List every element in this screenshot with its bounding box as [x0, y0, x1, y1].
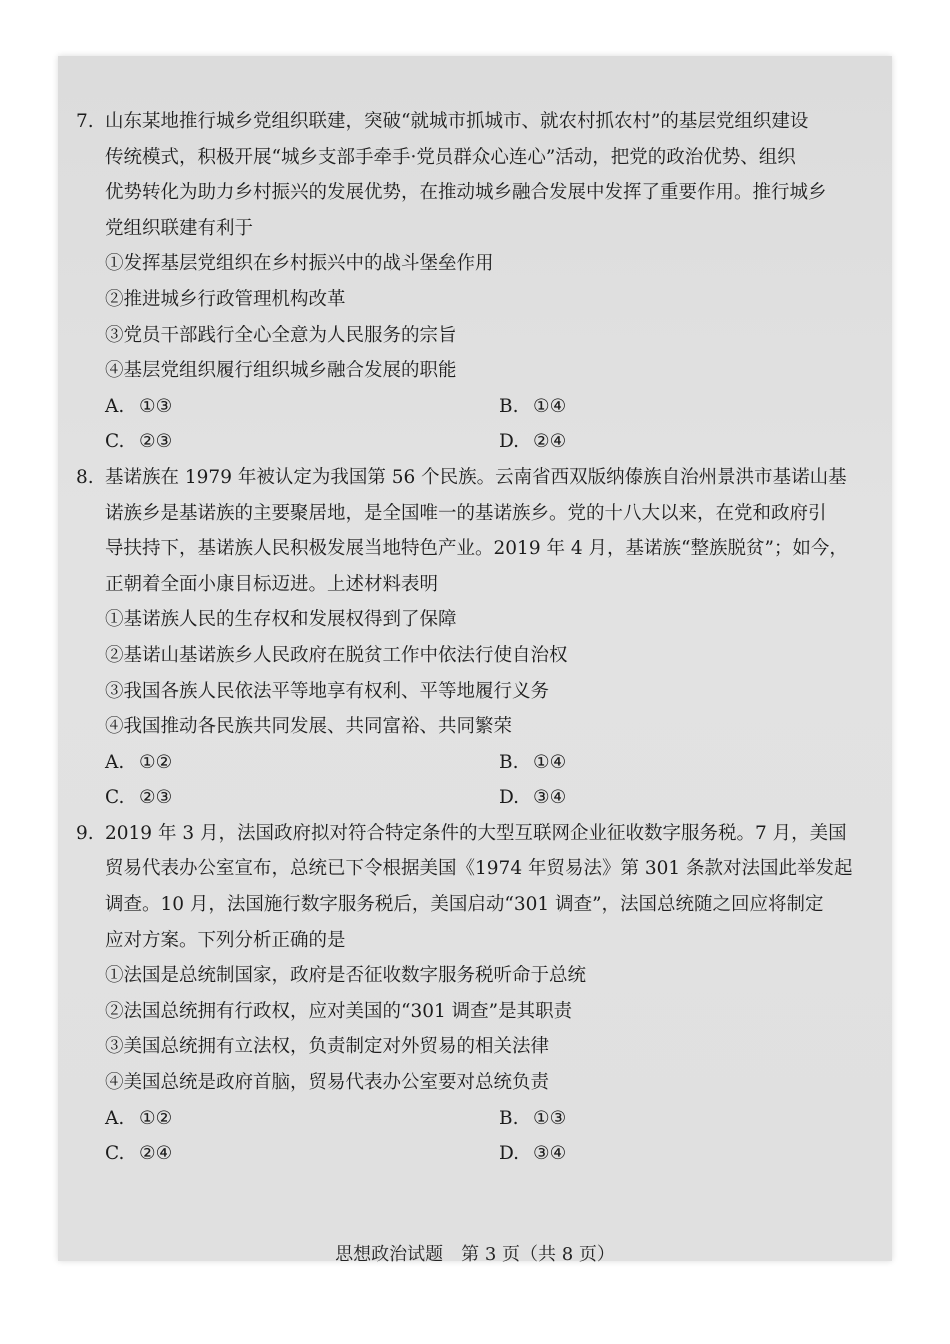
option-value: ①②: [139, 1107, 173, 1129]
option-c[interactable]: [105, 1136, 499, 1172]
option-value: ①④: [533, 751, 567, 773]
statement-4: ④基层党组织履行组织城乡融合发展的职能: [105, 360, 457, 382]
option-value: ③④: [533, 787, 567, 809]
statement-4: ④美国总统是政府首脑，贸易代表办公室要对总统负责: [105, 1072, 550, 1094]
option-label: B.: [499, 1107, 519, 1129]
question-number: 8.: [76, 466, 94, 488]
option-c[interactable]: [105, 780, 499, 816]
option-value: ①③: [139, 395, 173, 417]
option-label: D.: [499, 787, 520, 809]
question-stem-line: 优势转化为助力乡村振兴的发展优势，在推动城乡融合发展中发挥了重要作用。推行城乡: [105, 182, 827, 204]
option-value: ③④: [533, 1143, 567, 1165]
question-stem-line: 山东某地推行城乡党组织联建，突破“就城市抓城市、就农村抓农村”的基层党组织建设: [105, 111, 809, 132]
option-label: C.: [105, 1143, 125, 1165]
option-label: B.: [499, 751, 519, 773]
option-value: ①③: [533, 1107, 567, 1129]
option-label: A.: [105, 751, 125, 773]
page-footer: 思想政治试题 第 3 页（共 8 页）: [335, 1244, 615, 1265]
option-label: B.: [499, 395, 519, 417]
option-label: C.: [105, 787, 125, 809]
statement-3: ③党员干部践行全心全意为人民服务的宗旨: [105, 324, 457, 346]
option-d[interactable]: [499, 1136, 566, 1172]
question-7: [76, 104, 866, 460]
question-stem-line: 2019 年 3 月，法国政府拟对符合特定条件的大型互联网企业征收数字服务税。7 月，美国: [105, 822, 847, 844]
statement-2: ②法国总统拥有行政权，应对美国的“301 调查”是其职责: [105, 1000, 573, 1022]
question-number: 9.: [76, 822, 94, 844]
statement-4: ④我国推动各民族共同发展、共同富裕、共同繁荣: [105, 716, 513, 738]
options-row: [105, 780, 866, 816]
option-value: ②④: [139, 1143, 173, 1165]
options-row: [105, 424, 866, 460]
question-8: [76, 460, 866, 816]
option-value: ①④: [533, 395, 567, 417]
option-label: D.: [499, 431, 520, 453]
option-value: ②③: [139, 787, 173, 809]
statement-3: ③美国总统拥有立法权，负责制定对外贸易的相关法律: [105, 1036, 550, 1058]
question-stem-line: 传统模式，积极开展“城乡支部手牵手·党员群众心连心”活动，把党的政治优势、组织: [105, 146, 796, 168]
question-stem-line: 党组织联建有利于: [105, 217, 254, 239]
question-stem-line: 导扶持下，基诺族人民积极发展当地特色产业。2019 年 4 月，基诺族“整族脱贫”；如今，: [105, 538, 848, 560]
option-c[interactable]: [105, 424, 499, 460]
question-stem-line: 调查。10 月，法国施行数字服务税后，美国启动“301 调查”，法国总统随之回应将制定: [105, 894, 824, 916]
option-value: ②④: [533, 431, 567, 453]
question-number: 7.: [76, 111, 94, 132]
option-a[interactable]: [105, 1101, 499, 1137]
option-b[interactable]: [499, 745, 566, 781]
option-value: ②③: [139, 431, 173, 453]
statement-2: ②推进城乡行政管理机构改革: [105, 288, 346, 310]
options-row: [105, 1136, 866, 1172]
option-label: A.: [105, 395, 125, 417]
statement-1: ①法国是总统制国家，政府是否征收数字服务税听命于总统: [105, 965, 587, 987]
question-stem-line: 应对方案。下列分析正确的是: [105, 929, 346, 951]
exam-content: [76, 104, 866, 1172]
option-label: D.: [499, 1143, 520, 1165]
options-row: [105, 745, 866, 781]
option-label: A.: [105, 1107, 125, 1129]
option-label: C.: [105, 431, 125, 453]
question-9: [76, 816, 866, 1172]
question-stem-line: 诺族乡是基诺族的主要聚居地，是全国唯一的基诺族乡。党的十八大以来，在党和政府引: [105, 502, 827, 524]
option-b[interactable]: [499, 389, 566, 425]
statement-1: ①基诺族人民的生存权和发展权得到了保障: [105, 609, 457, 631]
question-stem-line: 贸易代表办公室宣布，总统已下令根据美国《1974 年贸易法》第 301 条款对法国此举发起: [105, 858, 853, 880]
option-d[interactable]: [499, 780, 566, 816]
question-stem-line: 基诺族在 1979 年被认定为我国第 56 个民族。云南省西双版纳傣族自治州景洪市基诺山基: [105, 466, 847, 488]
statement-1: ①发挥基层党组织在乡村振兴中的战斗堡垒作用: [105, 253, 494, 275]
options-row: [105, 1101, 866, 1137]
options-row: [105, 389, 866, 425]
option-a[interactable]: [105, 745, 499, 781]
statement-3: ③我国各族人民依法平等地享有权利、平等地履行义务: [105, 680, 550, 702]
statement-2: ②基诺山基诺族乡人民政府在脱贫工作中依法行使自治权: [105, 644, 568, 666]
option-b[interactable]: [499, 1101, 566, 1137]
question-stem-line: 正朝着全面小康目标迈进。上述材料表明: [105, 573, 439, 595]
option-d[interactable]: [499, 424, 566, 460]
option-a[interactable]: [105, 389, 499, 425]
option-value: ①②: [139, 751, 173, 773]
